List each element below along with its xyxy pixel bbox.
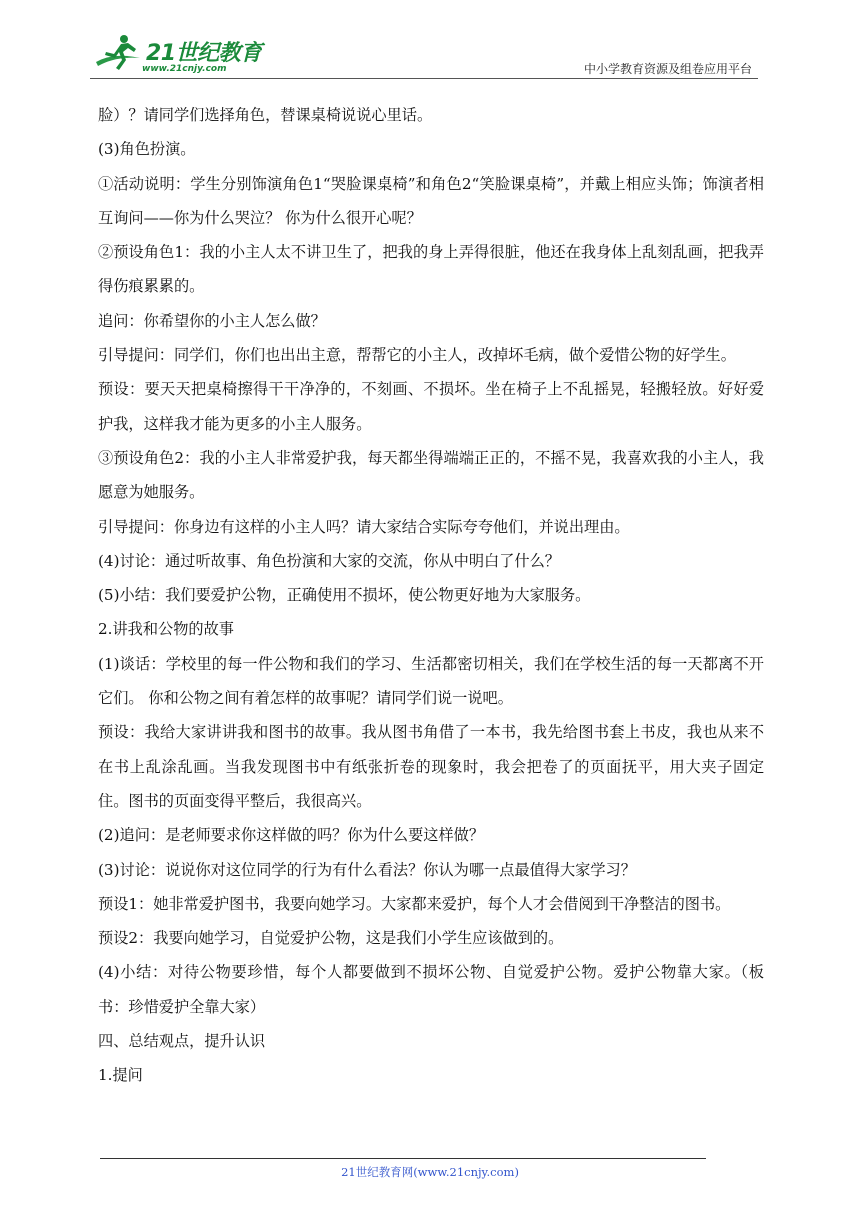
- header-divider: [90, 78, 758, 79]
- section-heading: 1.提问: [98, 1066, 143, 1085]
- paragraph: 引导提问：同学们，你们也出出主意，帮帮它的小主人，改掉坏毛病，做个爱惜公物的好学生。: [98, 346, 736, 365]
- paragraph: (3)讨论：说说你对这位同学的行为有什么看法？你认为哪一点最值得大家学习？: [98, 860, 636, 879]
- section-heading: 2.讲我和公物的故事: [98, 620, 234, 639]
- logo-title: 21世纪教育: [146, 41, 262, 66]
- paragraph: ②预设角色1：我的小主人太不讲卫生了，把我的身上弄得很脏，他还在我身体上乱刻乱画，把我弄得伤痕累累的。: [98, 243, 764, 296]
- paragraph: 预设：我给大家讲讲我和图书的故事。我从图书角借了一本书，我先给图书套上书皮，我也从来不在书上乱涂乱画。当我发现图书中有纸张折卷的现象时，我会把卷了的页面抚平，用大夹子固定住。图书的页面变得平整后，我很高兴。: [98, 723, 764, 810]
- logo-url: www.21cnjy.com: [142, 64, 227, 74]
- footer-link[interactable]: 21世纪教育网(www.21cnjy.com): [341, 1165, 519, 1179]
- paragraph: 预设2：我要向她学习，自觉爱护公物，这是我们小学生应该做到的。: [98, 929, 564, 948]
- paragraph: ①活动说明：学生分别饰演角色1“哭脸课桌椅”和角色2“笑脸课桌椅”，并戴上相应头饰；饰演者相互询问——你为什么哭泣？ 你为什么很开心呢？: [98, 174, 764, 227]
- paragraph: (3)角色扮演。: [98, 140, 196, 159]
- paragraph: 预设：要天天把桌椅擦得干干净净的，不刻画、不损坏。坐在椅子上不乱摇晃，轻搬轻放。好好爱护我，这样我才能为更多的小主人服务。: [98, 380, 764, 433]
- paragraph: 引导提问：你身边有这样的小主人吗？请大家结合实际夸夸他们，并说出理由。: [98, 517, 630, 536]
- paragraph: (1)谈话：学校里的每一件公物和我们的学习、生活都密切相关，我们在学校生活的每一天都离不开它们。 你和公物之间有着怎样的故事呢？请同学们说一说吧。: [98, 654, 764, 708]
- running-figure-icon: [94, 32, 142, 74]
- section-heading: 四、总结观点，提升认识: [98, 1032, 266, 1051]
- header-tagline: 中小学教育资源及组卷应用平台: [583, 62, 752, 76]
- paragraph: (4)小结：对待公物要珍惜，每个人都要做到不损坏公物、自觉爱护公物。爱护公物靠大家。（板书：珍惜爱护全靠大家）: [98, 963, 764, 1016]
- paragraph: (2)追问：是老师要求你这样做的吗？你为什么要这样做？: [98, 826, 485, 845]
- paragraph: ③预设角色2：我的小主人非常爱护我，每天都坐得端端正正的，不摇不晃，我喜欢我的小主人，我愿意为她服务。: [98, 448, 764, 502]
- paragraph: 脸）？请同学们选择角色，替课桌椅说说心里话。: [98, 106, 433, 124]
- footer-divider: [100, 1158, 706, 1159]
- page-header: [90, 26, 758, 78]
- page-footer: [0, 1164, 860, 1180]
- paragraph: 预设1：她非常爱护图书，我要向她学习。大家都来爱护，每个人才会借阅到干净整洁的图书。: [98, 894, 731, 913]
- site-logo[interactable]: [94, 32, 264, 74]
- paragraph: (5)小结：我们要爱护公物，正确使用不损坏，使公物更好地为大家服务。: [98, 586, 591, 605]
- paragraph: (4)讨论：通过听故事、角色扮演和大家的交流，你从中明白了什么？: [98, 551, 560, 570]
- document-body: [98, 98, 764, 1093]
- paragraph: 追问：你希望你的小主人怎么做？: [98, 311, 326, 330]
